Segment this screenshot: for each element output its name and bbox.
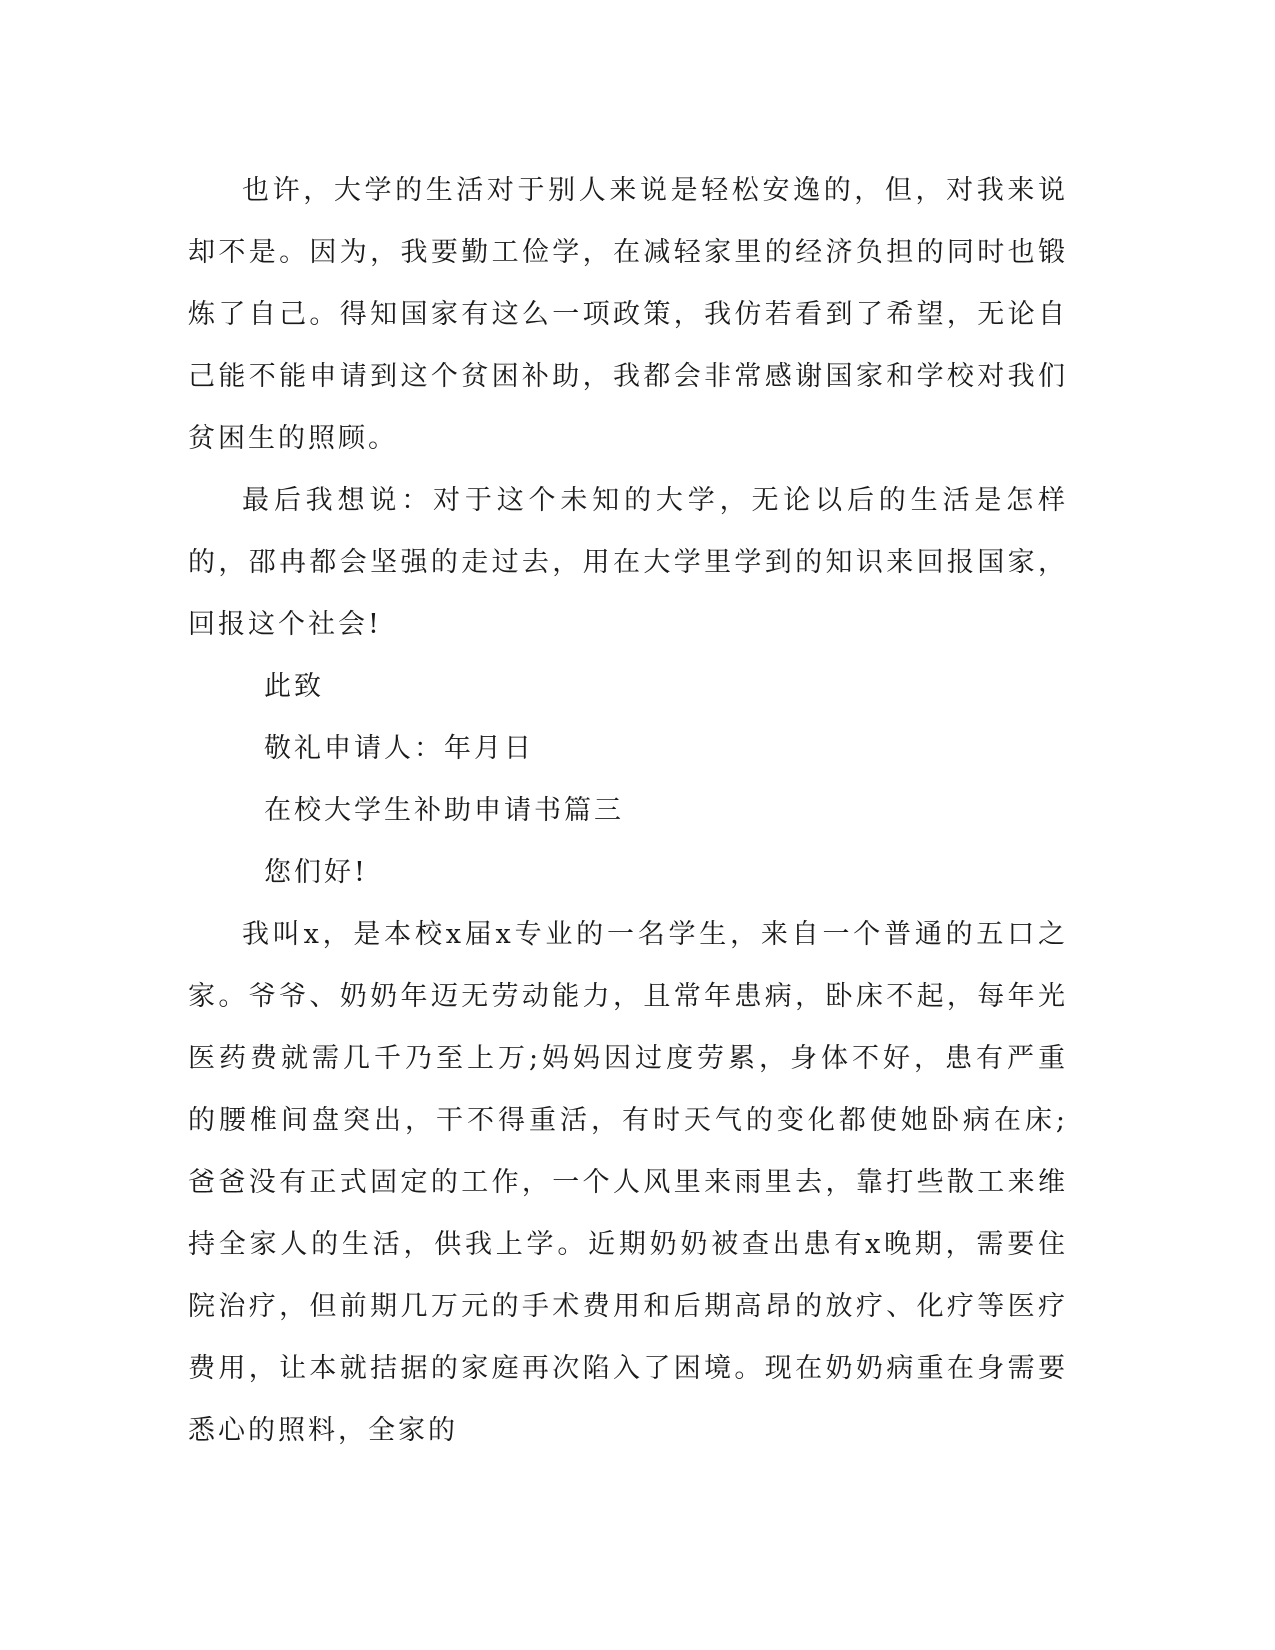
section-title: 在校大学生补助申请书篇三: [264, 795, 624, 826]
paragraph-work-study: 也许，大学的生活对于别人来说是轻松安逸的，但，对我来说却不是。因为，我要勤工俭学，在减轻家里的经济负担的同时也锻炼了自己。得知国家有这么一项政策，我仿若看到了希望，无论自己能不能申请到这个贫困补助，我都会非常感谢国家和学校对我们贫困生的照顾。: [188, 175, 1068, 454]
closing-line: 此致: [264, 671, 324, 702]
paragraph-family-situation: 我叫x，是本校x届x专业的一名学生，来自一个普通的五口之家。爷爷、奶奶年迈无劳动能力，且常年患病，卧床不起，每年光医药费就需几千乃至上万;妈妈因过度劳累，身体不好，患有严重的腰椎间盘突出，干不得重活，有时天气的变化都使她卧病在床;爸爸没有正式固定的工作，一个人风里来雨里去，靠打些散工来维持全家人的生活，供我上学。近期奶奶被查出患有x晚期，需要住院治疗，但前期几万元的手术费用和后期高昂的放疗、化疗等医疗费用，让本就拮据的家庭再次陷入了困境。现在奶奶病重在身需要悉心的照料，全家的: [188, 919, 1068, 1446]
document-body: [188, 160, 1068, 1462]
signature-line: 敬礼申请人：年月日: [264, 733, 534, 764]
paragraph-conclusion: 最后我想说：对于这个未知的大学，无论以后的生活是怎样的，邵冉都会坚强的走过去，用在大学里学到的知识来回报国家，回报这个社会!: [188, 485, 1068, 640]
greeting-line: 您们好!: [264, 857, 368, 888]
